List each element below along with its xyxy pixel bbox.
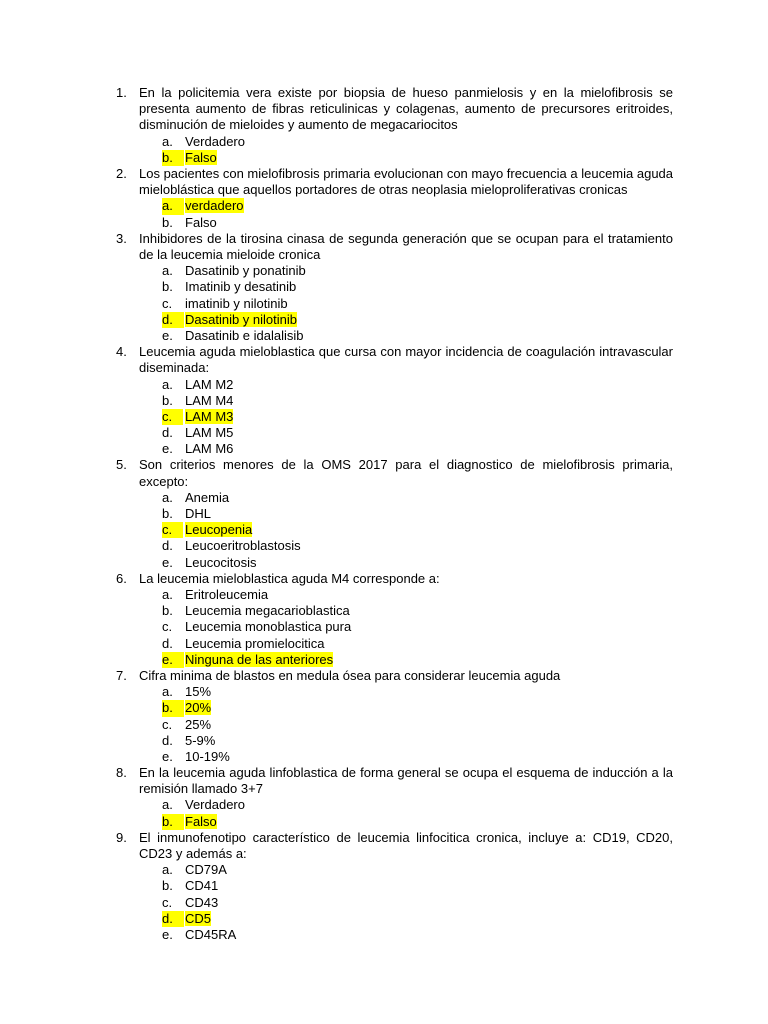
question-text: Leucemia aguda mieloblastica que cursa con mayor incidencia de coagulación intravascular diseminada:: [139, 344, 673, 376]
answer-option: [0, 506, 768, 522]
option-text: Dasatinib e idalalisib: [185, 327, 304, 343]
option-letter: c.: [162, 522, 183, 538]
answer-option: [0, 263, 768, 279]
answer-option-highlighted: [0, 700, 768, 716]
answer-option-highlighted: [0, 312, 768, 328]
answer-option-highlighted: [0, 150, 768, 166]
question-text: Inhibidores de la tirosina cinasa de segunda generación que se ocupan para el tratamiento de la leucemia mieloide cronica: [139, 230, 673, 262]
question-number: 1.: [116, 85, 127, 100]
option-text: Ninguna de las anteriores: [185, 651, 334, 667]
option-letter: a.: [162, 263, 173, 279]
option-text: Leucocitosis: [185, 554, 257, 570]
option-text: CD45RA: [185, 927, 237, 943]
question-item: [0, 765, 768, 797]
answer-option-highlighted: [0, 911, 768, 927]
option-text: Verdadero: [185, 797, 245, 813]
answer-option: [0, 733, 768, 749]
option-text: CD43: [185, 894, 219, 910]
option-letter: b.: [162, 392, 173, 408]
answer-option: [0, 895, 768, 911]
option-letter: b.: [162, 878, 173, 894]
option-text: Anemia: [185, 489, 230, 505]
answer-option: [0, 215, 768, 231]
option-letter: c.: [162, 295, 173, 311]
option-letter: e.: [162, 652, 184, 668]
option-text: Leucemia promielocitica: [185, 635, 325, 651]
option-letter: d.: [162, 732, 173, 748]
answer-option-highlighted: [0, 198, 768, 214]
answer-option: [0, 393, 768, 409]
question-number: 7.: [116, 667, 127, 683]
answer-option: [0, 425, 768, 441]
option-text: Leucemia monoblastica pura: [185, 619, 352, 635]
option-text: Verdadero: [185, 133, 245, 149]
option-letter: e.: [162, 927, 173, 943]
answer-option: [0, 587, 768, 603]
option-letter: a.: [162, 684, 173, 700]
option-text: CD5: [185, 910, 212, 926]
question-text: En la leucemia aguda linfoblastica de forma general se ocupa el esquema de inducción a la remisión llamado 3+7: [139, 765, 673, 797]
question-text: Los pacientes con mielofibrosis primaria evolucionan con mayo frecuencia a leucemia aguda mieloblástica que aquellos portadores de otras neoplasia mieloproliferativas cronicas: [139, 165, 674, 198]
option-text: Eritroleucemia: [185, 587, 269, 602]
question-item: [0, 571, 768, 587]
answer-option: [0, 878, 768, 894]
question-item: [0, 231, 768, 263]
answer-option: [0, 441, 768, 457]
option-letter: d.: [162, 425, 173, 441]
option-letter: d.: [162, 312, 184, 328]
option-text: 10-19%: [185, 748, 230, 764]
question-text: Son criterios menores de la OMS 2017 para el diagnostico de mielofibrosis primaria, excepto:: [139, 457, 673, 489]
option-text: 15%: [185, 684, 212, 700]
option-letter: b.: [162, 700, 184, 716]
answer-option: [0, 717, 768, 733]
option-letter: b.: [162, 150, 184, 166]
option-text: Dasatinib y nilotinib: [185, 311, 298, 327]
answer-option: [0, 749, 768, 765]
option-text: LAM M5: [185, 425, 234, 441]
question-item: [0, 457, 768, 489]
answer-option-highlighted: [0, 652, 768, 668]
question-text: Cifra minima de blastos en medula ósea para considerar leucemia aguda: [139, 667, 561, 683]
answer-option: [0, 797, 768, 813]
option-letter: e.: [162, 748, 173, 764]
option-list: [0, 263, 768, 344]
option-letter: a.: [162, 376, 173, 392]
option-text: Leucoeritroblastosis: [185, 538, 301, 554]
question-item: [0, 830, 768, 862]
option-text: CD41: [185, 878, 219, 894]
option-text: Dasatinib y ponatinib: [185, 263, 306, 279]
question-item: [0, 166, 768, 198]
option-letter: e.: [162, 441, 173, 457]
answer-option: [0, 927, 768, 943]
option-letter: b.: [162, 279, 173, 295]
answer-option-highlighted: [0, 409, 768, 425]
question-number: 2.: [116, 165, 127, 181]
option-letter: a.: [162, 587, 173, 602]
option-text: Leucemia megacarioblastica: [185, 603, 350, 619]
answer-option: [0, 328, 768, 344]
answer-option: [0, 490, 768, 506]
option-text: LAM M4: [185, 392, 234, 408]
question-item: [0, 85, 768, 134]
question-number: 6.: [116, 570, 127, 586]
option-letter: b.: [162, 603, 173, 619]
question-number: 4.: [116, 344, 127, 360]
option-letter: a.: [162, 862, 173, 878]
option-list: [0, 377, 768, 458]
option-letter: d.: [162, 911, 184, 927]
option-letter: c.: [162, 716, 173, 732]
option-letter: d.: [162, 538, 173, 554]
option-list: [0, 198, 768, 230]
option-letter: d.: [162, 635, 173, 651]
option-text: LAM M3: [185, 408, 234, 424]
option-text: Falso: [185, 813, 217, 829]
option-letter: e.: [162, 554, 173, 570]
option-text: imatinib y nilotinib: [185, 295, 288, 311]
option-letter: b.: [162, 814, 184, 830]
answer-option: [0, 684, 768, 700]
question-text: La leucemia mieloblastica aguda M4 corresponde a:: [139, 570, 440, 586]
option-letter: c.: [162, 409, 183, 425]
option-list: [0, 587, 768, 668]
option-letter: a.: [162, 198, 184, 214]
answer-option: [0, 279, 768, 295]
option-text: LAM M2: [185, 376, 234, 392]
option-list: [0, 797, 768, 829]
answer-option: [0, 555, 768, 571]
option-text: Falso: [185, 214, 217, 230]
option-text: 20%: [185, 700, 212, 716]
answer-option: [0, 636, 768, 652]
answer-option-highlighted: [0, 814, 768, 830]
option-list: [0, 862, 768, 943]
answer-option-highlighted: [0, 522, 768, 538]
question-item: [0, 668, 768, 684]
question-text: En la policitemia vera existe por biopsia de hueso panmielosis y en la mielofibrosis se presenta aumento de fibras reticulinicas y colagenas, aumento de precursores eritroides, disminución de mieloides y aumento de megacariocitos: [139, 85, 673, 133]
option-letter: a.: [162, 133, 173, 149]
document-page: [0, 85, 768, 943]
answer-option: [0, 296, 768, 312]
answer-option: [0, 619, 768, 635]
question-item: [0, 344, 768, 376]
answer-option: [0, 862, 768, 878]
option-letter: a.: [162, 797, 173, 813]
option-text: 5-9%: [185, 732, 216, 748]
option-text: Leucopenia: [185, 522, 253, 538]
question-number: 3.: [116, 230, 127, 246]
option-text: LAM M6: [185, 441, 234, 457]
question-text: El inmunofenotipo característico de leucemia linfocitica cronica, incluye a: CD19, CD20, CD23 y además a:: [139, 829, 673, 862]
option-letter: b.: [162, 506, 173, 522]
option-text: 25%: [185, 716, 212, 732]
option-letter: c.: [162, 619, 173, 635]
question-number: 5.: [116, 457, 127, 473]
question-number: 9.: [116, 829, 127, 845]
option-list: [0, 684, 768, 765]
answer-option: [0, 538, 768, 554]
option-text: DHL: [185, 506, 212, 522]
option-letter: b.: [162, 214, 173, 230]
option-letter: e.: [162, 327, 173, 343]
option-text: CD79A: [185, 862, 227, 878]
answer-option: [0, 134, 768, 150]
option-list: [0, 134, 768, 166]
option-text: Imatinib y desatinib: [185, 279, 297, 295]
option-text: verdadero: [185, 198, 244, 214]
option-letter: a.: [162, 489, 173, 505]
option-letter: c.: [162, 894, 173, 910]
answer-option: [0, 377, 768, 393]
option-list: [0, 490, 768, 571]
question-number: 8.: [116, 765, 127, 781]
option-text: Falso: [185, 149, 217, 165]
answer-option: [0, 603, 768, 619]
